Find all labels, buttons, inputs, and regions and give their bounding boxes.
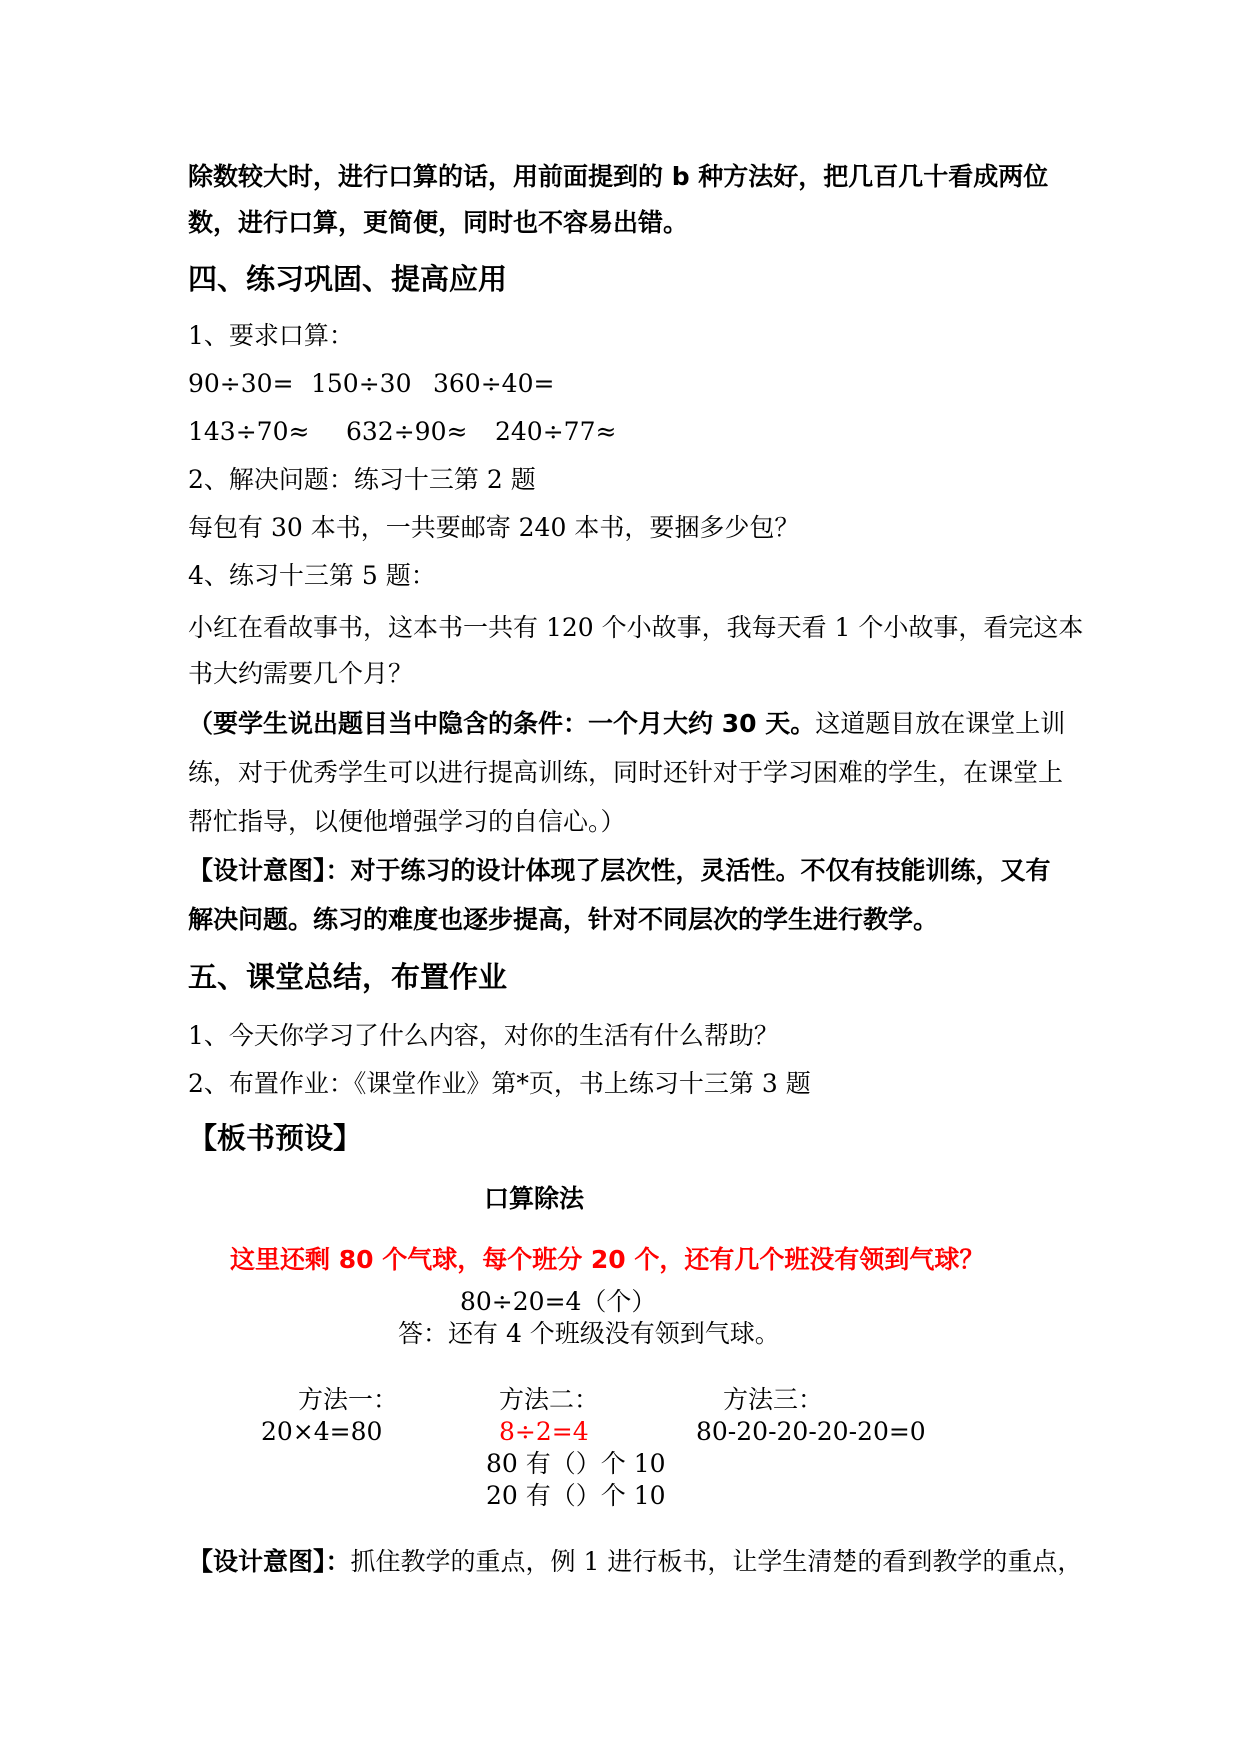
exercise-2-text: 每包有 30 本书，一共要邮寄 240 本书，要捆多少包？ <box>188 513 800 542</box>
method-2-expression: 8÷2=4 <box>499 1417 589 1446</box>
method-3-label: 方法三： <box>723 1385 824 1414</box>
summary-item-2: 2、布置作业：《课堂作业》第*页，书上练习十三第 3 题 <box>188 1069 811 1098</box>
design-intent-line-1: 【设计意图】：对于练习的设计体现了层次性，灵活性。不仅有技能训练，又有 <box>188 856 1051 885</box>
calc-6: 240÷77≈ <box>495 417 617 446</box>
teacher-note-line-3: 帮忙指导，以便他增强学习的自信心。） <box>188 807 626 836</box>
board-plan-heading: 【板书预设】 <box>188 1121 363 1155</box>
footer-design-intent <box>188 1545 1082 1579</box>
calc-2: 150÷30 <box>311 369 412 398</box>
method-1-expression: 20×4=80 <box>261 1417 383 1446</box>
footer-design-label: 【设计意图】： <box>188 1547 351 1576</box>
teacher-note-line-2: 练，对于优秀学生可以进行提高训练，同时还针对于学习困难的学生，在课堂上 <box>188 758 1064 787</box>
design-intent-line-2: 解决问题。练习的难度也逐步提高，针对不同层次的学生进行教学。 <box>188 905 939 934</box>
calc-1: 90÷30= <box>188 369 294 398</box>
exercise-4-line-2: 书大约需要几个月？ <box>188 659 414 688</box>
board-question: 这里还剩 80 个气球，每个班分 20 个，还有几个班没有领到气球？ <box>230 1245 985 1274</box>
calc-5: 632÷90≈ <box>346 417 468 446</box>
summary-item-1: 1、今天你学习了什么内容，对你的生活有什么帮助？ <box>188 1021 779 1050</box>
calc-4: 143÷70≈ <box>188 417 310 446</box>
method-1-label: 方法一： <box>298 1385 399 1414</box>
intro-line-2: 数，进行口算，更简便，同时也不容易出错。 <box>188 208 689 237</box>
calc-3: 360÷40= <box>433 369 555 398</box>
section-5-heading: 五、课堂总结，布置作业 <box>188 960 508 994</box>
board-equation: 80÷20=4（个） <box>460 1287 657 1316</box>
board-answer: 答：还有 4 个班级没有领到气球。 <box>398 1319 780 1348</box>
teacher-note-bold: （要学生说出题目当中隐含的条件：一个月大约 30 天。 <box>188 709 816 738</box>
exercise-1-label: 1、要求口算： <box>188 321 354 350</box>
exercise-4-label: 4、练习十三第 5 题： <box>188 561 436 590</box>
board-title: 口算除法 <box>484 1184 585 1213</box>
footer-design-text: 抓住教学的重点，例 1 进行板书，让学生清楚的看到教学的重点， <box>350 1547 1083 1576</box>
teacher-note-rest: 这道题目放在课堂上训 <box>815 709 1066 738</box>
method-2-label: 方法二： <box>499 1385 600 1414</box>
teacher-note-line-1 <box>188 707 1065 741</box>
method-2-line-3: 20 有（）个 10 <box>486 1481 666 1510</box>
section-4-heading: 四、练习巩固、提高应用 <box>188 262 508 296</box>
intro-line-1: 除数较大时，进行口算的话，用前面提到的 b 种方法好，把几百几十看成两位 <box>188 162 1049 191</box>
exercise-2-label: 2、解决问题：练习十三第 2 题 <box>188 465 536 494</box>
exercise-4-line-1: 小红在看故事书，这本书一共有 120 个小故事，我每天看 1 个小故事，看完这本 <box>188 613 1084 642</box>
method-3-expression: 80-20-20-20-20=0 <box>696 1417 926 1446</box>
method-2-line-2: 80 有（）个 10 <box>486 1449 666 1478</box>
